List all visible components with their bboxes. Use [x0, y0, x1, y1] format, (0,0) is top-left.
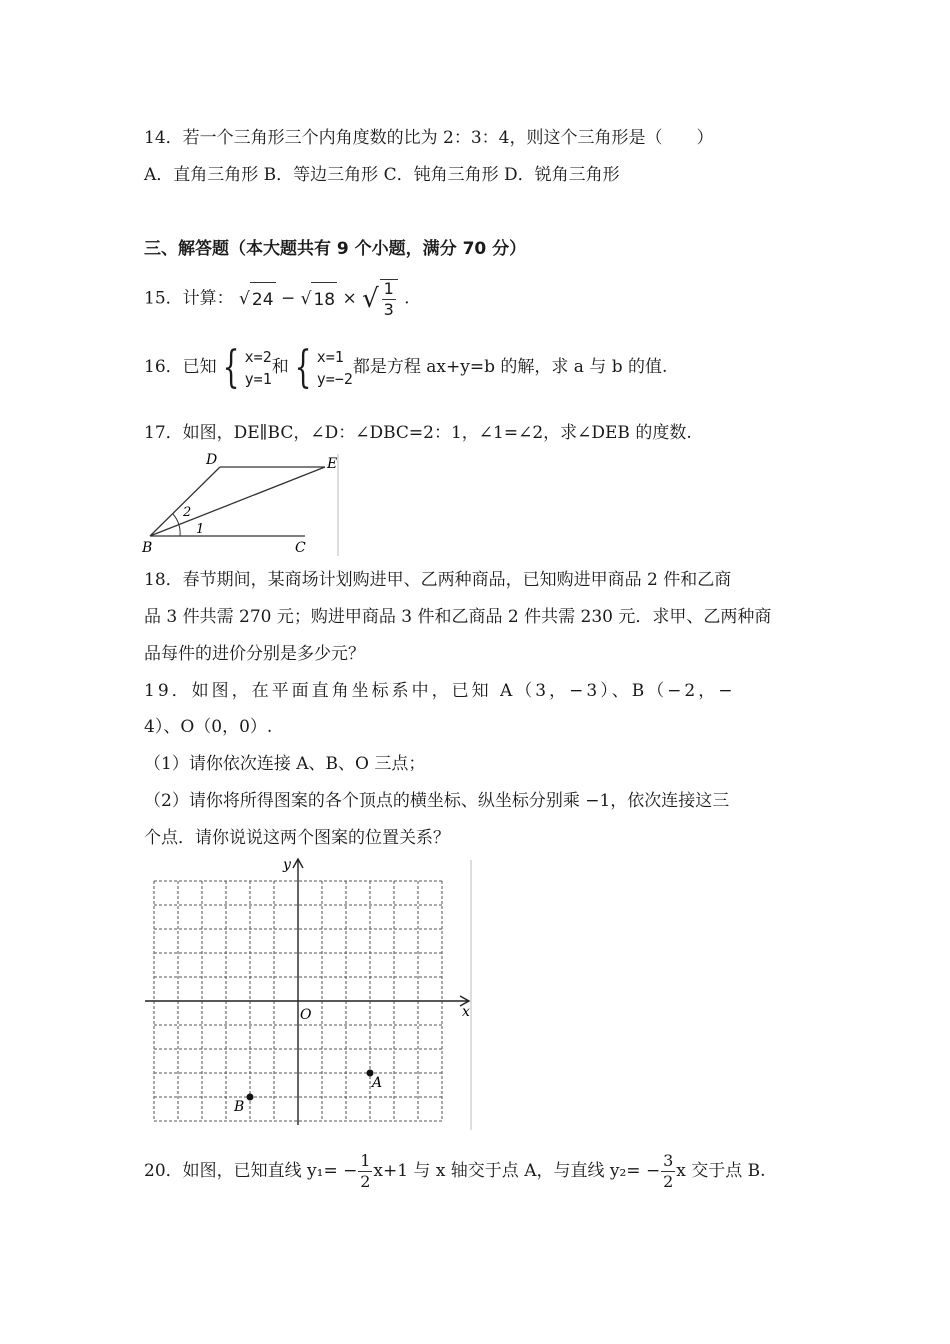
sys2-row1: x=1	[316, 347, 344, 366]
q16-suffix: 都是方程 ax+y=b 的解，求 a 与 b 的值.	[352, 357, 668, 377]
frac-den: 3	[383, 300, 394, 319]
q19-line5: 个点．请你说说这两个图案的位置关系？	[144, 828, 450, 848]
frac-3-2	[661, 1152, 675, 1191]
sys1-row2: y=1	[244, 369, 272, 388]
frac-1-2	[358, 1152, 372, 1191]
q19-line2: 4）、O（0，0）.	[144, 717, 273, 737]
q17-stem: 17．如图，DE∥BC，∠D：∠DBC=2：1，∠1=∠2，求∠DEB 的度数.	[144, 423, 692, 443]
q15-end: .	[404, 288, 410, 309]
frac-den-2: 2	[360, 1172, 371, 1191]
label-e: E	[327, 456, 338, 472]
q16-and: 和	[271, 357, 289, 377]
q16-prefix: 16．已知	[144, 357, 217, 377]
q19-line1: 19．如图，在平面直角坐标系中，已知 A（3，−3）、B（−2，−	[144, 681, 736, 701]
frac-num-3: 3	[663, 1151, 674, 1170]
line-be	[150, 467, 325, 536]
frac-den-2b: 2	[663, 1172, 674, 1191]
system-2: { x=1 y=−2	[294, 341, 353, 393]
radicand-24: 24	[250, 282, 276, 317]
q19-line4: （2）请你将所得图案的各个顶点的横坐标、纵坐标分别乘 −1，依次连接这三	[144, 791, 730, 811]
sqrt-frac: √ $\frac{1}{3}$	[362, 279, 399, 319]
line-bd	[150, 467, 220, 536]
q18-line1: 18．春节期间，某商场计划购进甲、乙两种商品，已知购进甲商品 2 件和乙商	[144, 570, 732, 590]
q20-prefix: 20．如图，已知直线 y₁= −	[144, 1161, 358, 1181]
q20-mid: x+1 与 x 轴交于点 A，与直线 y₂= −	[373, 1161, 661, 1181]
label-origin: O	[300, 1007, 312, 1023]
sys2-row2: y=−2	[316, 369, 353, 388]
q16-line	[144, 341, 668, 393]
label-d: D	[206, 452, 218, 468]
system-1: { x=2 y=1	[222, 341, 272, 393]
times-sign: ×	[342, 288, 357, 309]
section-heading: 三、解答题（本大题共有 9 个小题，满分 70 分）	[144, 239, 527, 259]
q19-coordinate-grid	[140, 855, 475, 1130]
label-c: C	[295, 540, 306, 556]
q20-line	[144, 1149, 766, 1193]
frac-num-1: 1	[360, 1151, 371, 1170]
q18-line2: 品 3 件共需 270 元；购进甲商品 3 件和乙商品 2 件共需 230 元．求甲、乙两种商	[144, 607, 772, 627]
q15-prefix: 15．计算：	[144, 288, 234, 309]
label-b: B	[142, 540, 153, 556]
sqrt-24: √ 24	[239, 282, 275, 317]
q19-line3: （1）请你依次连接 A、B、O 三点；	[144, 754, 426, 774]
q14-options: A．直角三角形 B．等边三角形 C．钝角三角形 D．锐角三角形	[144, 165, 620, 185]
label-a: A	[372, 1075, 383, 1091]
frac-1-3	[380, 279, 398, 319]
label-x: x	[462, 1004, 470, 1020]
frac-num: 1	[383, 279, 394, 298]
label-angle-1: 1	[196, 522, 205, 537]
label-b-point: B	[234, 1099, 245, 1115]
q18-line3: 品每件的进价分别是多少元？	[144, 644, 365, 664]
q15-line	[144, 279, 410, 319]
label-y: y	[283, 857, 291, 873]
radicand-18: 18	[311, 282, 337, 317]
sqrt-18: √ 18	[301, 282, 337, 317]
minus-sign: −	[280, 288, 296, 309]
point-b	[247, 1094, 254, 1101]
label-angle-2: 2	[183, 505, 192, 520]
q14-stem: 14．若一个三角形三个内角度数的比为 2：3：4，则这个三角形是（ ）	[144, 128, 714, 148]
sys1-row1: x=2	[244, 347, 272, 366]
q20-suffix: x 交于点 B.	[676, 1161, 766, 1181]
q17-figure	[140, 452, 345, 557]
